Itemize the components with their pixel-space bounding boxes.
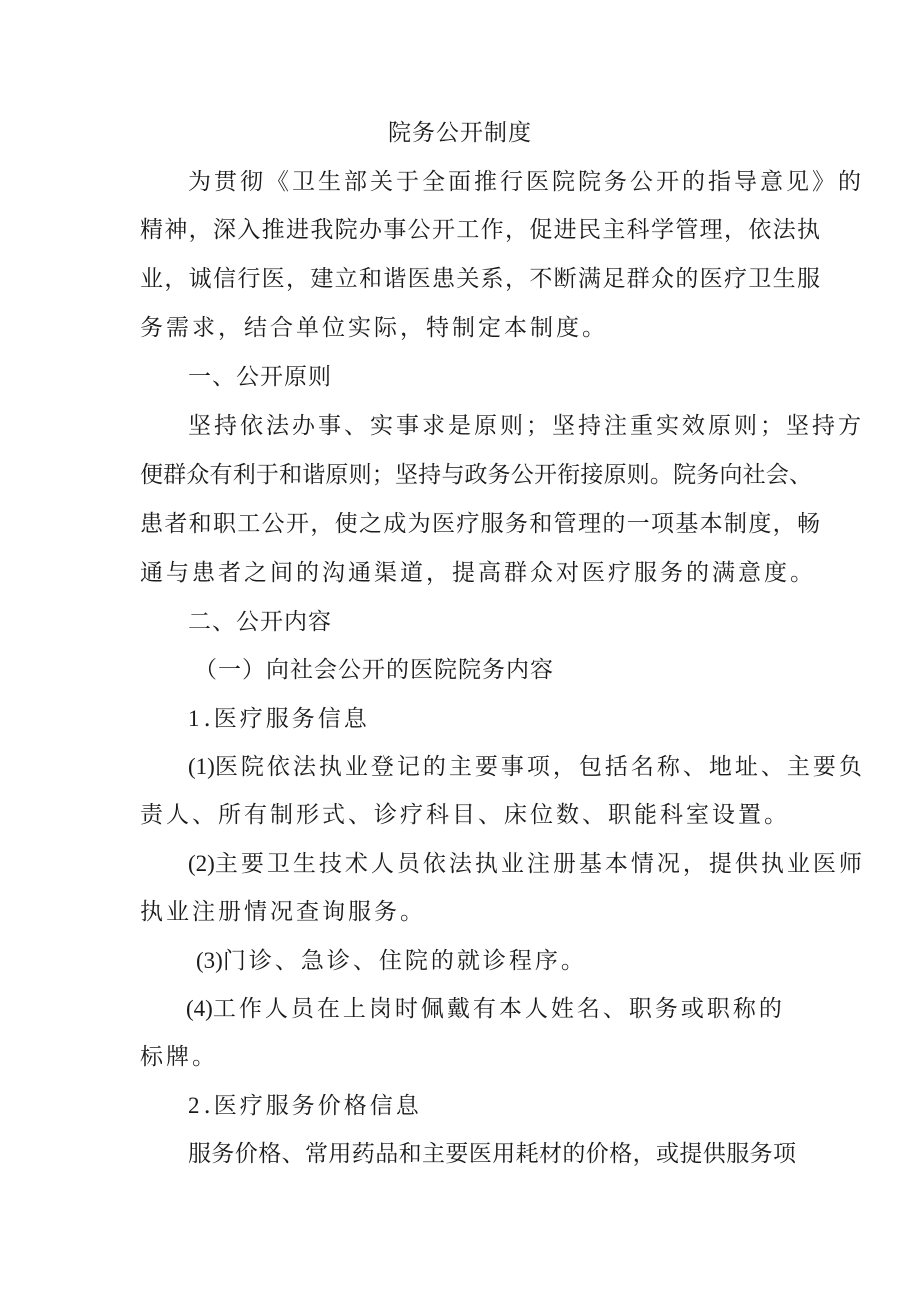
list-item (188, 1091, 868, 1121)
section-heading: 二、公开内容 (188, 609, 332, 635)
item-number: 1 (188, 706, 200, 731)
intro-line: 精神，深入推进我院办事公开工作，促进民主科学管理，依法执 (140, 217, 820, 243)
paragraph-text: 主要卫生技术人员依法执业注册基本情况，提供执业医师 (214, 851, 865, 877)
section-heading: 一、公开原则 (188, 364, 332, 390)
document-title: 院务公开制度 (388, 120, 532, 146)
intro-line: 务需求，结合单位实际，特制定本制度。 (140, 315, 608, 341)
intro-line: 为贯彻《卫生部关于全面推行医院院务公开的指导意见》的 (188, 169, 864, 195)
paragraph-line: 责人、所有制形式、诊疗科目、床位数、职能科室设置。 (140, 802, 790, 828)
paragraph-line: 服务价格、常用药品和主要医用耗材的价格，或提供服务项 (188, 1141, 796, 1167)
paragraph-line (196, 946, 876, 976)
paragraph-line (188, 849, 868, 879)
paragraph-line: 标牌。 (140, 1044, 218, 1070)
paragraph-line (188, 752, 868, 782)
paragraph-number: (4) (186, 996, 213, 1021)
paragraph-line: 执业注册情况查询服务。 (140, 899, 426, 925)
paragraph-line: 坚持依法办事、实事求是原则；坚持注重实效原则；坚持方 (188, 413, 864, 439)
paragraph-number: (3) (196, 948, 223, 973)
paragraph-text: 门诊、急诊、住院的就诊程序。 (222, 948, 587, 974)
paragraph-text: 工作人员在上岗时佩戴有本人姓名、职务或职称的 (212, 996, 785, 1022)
paragraph-number: (1) (188, 754, 215, 779)
list-item (188, 704, 868, 734)
item-label: .医疗服务价格信息 (203, 1093, 422, 1119)
item-label: .医疗服务信息 (203, 706, 370, 732)
paragraph-line (186, 994, 866, 1024)
paragraph-line: 通与患者之间的沟通渠道，提高群众对医疗服务的满意度。 (140, 560, 816, 586)
paragraph-number: (2) (188, 851, 215, 876)
paragraph-text: 医院依法执业登记的主要事项，包括名称、地址、主要负 (214, 754, 865, 780)
paragraph-line: 便群众有利于和谐原则；坚持与政务公开衔接原则。院务向社会、 (140, 462, 812, 488)
intro-line: 业，诚信行医，建立和谐医患关系，不断满足群众的医疗卫生服 (140, 266, 820, 292)
subsection-heading: （一）向社会公开的医院院务内容 (194, 657, 554, 683)
item-number: 2 (188, 1093, 200, 1118)
paragraph-line: 患者和职工公开，使之成为医疗服务和管理的一项基本制度，畅 (140, 511, 820, 537)
